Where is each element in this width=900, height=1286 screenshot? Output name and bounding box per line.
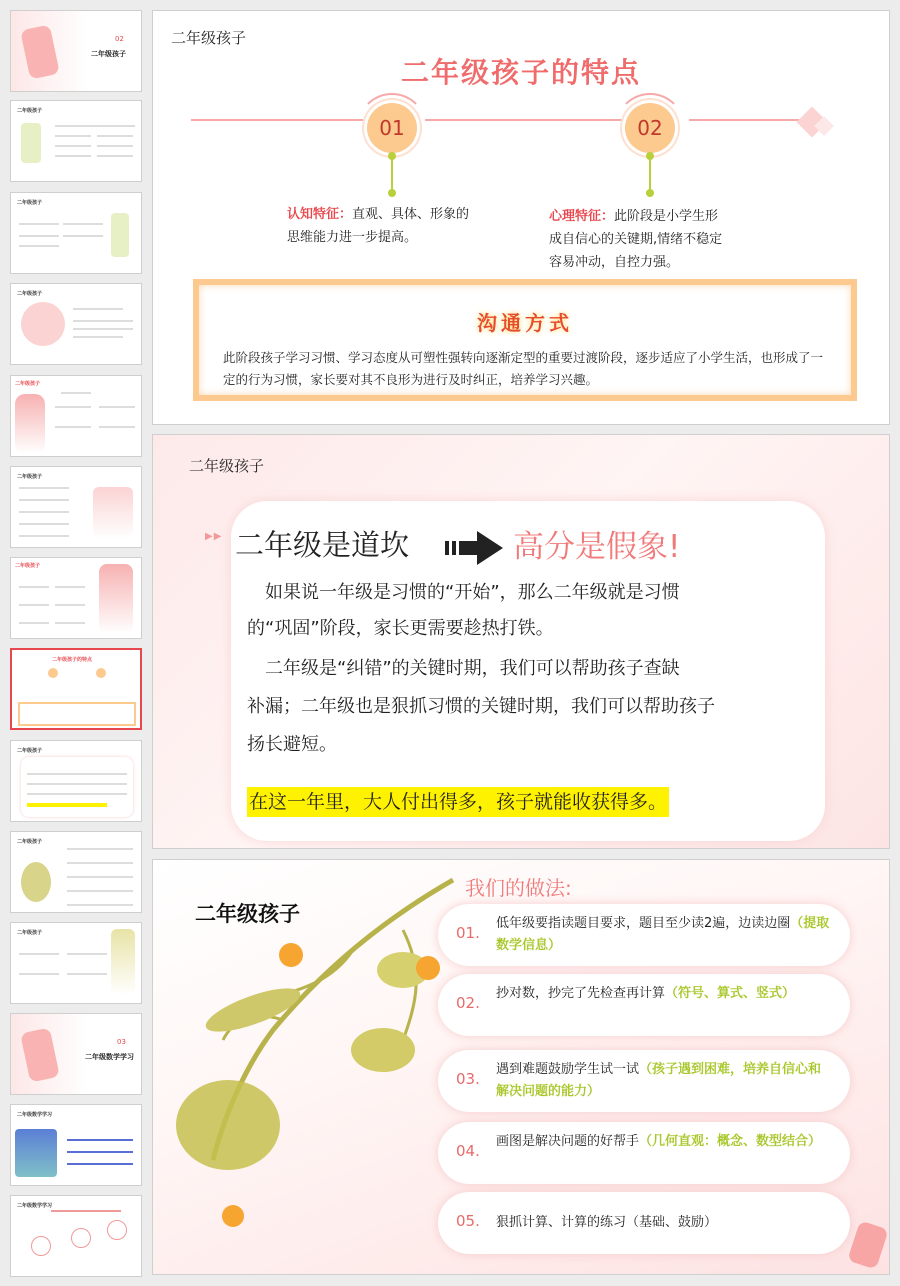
image-icon [15,1129,57,1177]
psychological-feature-text-3: 容易冲动，自控力强。 [549,255,680,270]
paragraph-line: 扬长避短。 [247,734,337,755]
method-number: 02. [456,994,480,1012]
thumb-section-number: 02 [115,35,124,43]
thumb-title: 二年级数学学习 [17,1112,53,1118]
thumbnail-slide-2[interactable] [10,100,142,182]
method-item [438,1122,850,1184]
cognitive-feature [287,203,497,249]
highlighted-summary: 在这一年里，大人付出得多，孩子就能收获得多。 [247,787,669,817]
communication-box [193,279,857,401]
paragraph-line: 补漏；二年级也是狠抓习惯的关键时期，我们可以帮助孩子 [247,696,715,717]
thumbnail-slide-13[interactable] [10,1104,142,1186]
heading-left: 二年级是道坎 [235,528,410,562]
method-text: 画图是解决问题的好帮手（几何直观：概念、数型结合） [496,1134,822,1149]
psychological-feature-text-2: 成自信心的关键期,情绪不稳定 [549,232,723,247]
divider-line [425,119,627,121]
thumb-title: 二年级孩子 [17,474,43,480]
slide-title: 二年级孩子 [195,902,300,926]
psychological-feature-text: 此阶段是小学生形 [614,209,719,224]
slide-characteristics [152,10,890,425]
thumbnail-slide-6[interactable] [10,466,142,548]
cognitive-feature-text: 直观、具体、形象的 [352,207,470,222]
thumbnail-slide-4[interactable] [10,283,142,365]
thumbnail-slide-1[interactable] [10,10,142,92]
flower-circle-icon [21,302,65,346]
cognitive-feature-label: 认知特征： [287,207,353,222]
method-number: 05. [456,1212,480,1230]
right-arrow-icon [445,531,503,565]
connector-dot [646,189,654,197]
thumbnail-slide-8-current[interactable] [10,648,142,730]
method-text: 狠抓计算、计算的练习（基础、鼓励） [496,1215,718,1230]
slide-grade-two-hurdle [152,434,890,849]
slide-our-methods [152,859,890,1275]
psychological-feature-label: 心理特征： [549,209,615,224]
method-text: 遇到难题鼓励学生试一试（孩子遇到困难，培养自信心和解决问题的能力） [496,1062,822,1099]
thumbnail-slide-10[interactable] [10,831,142,913]
paragraph-line: 二年级是“纠错”的关键时期，我们可以帮助孩子查缺 [247,658,680,679]
thumb-title: 二年级孩子 [15,381,41,387]
thumb-title: 二年级数学学习 [85,1053,134,1061]
slide-corner-title: 二年级孩子 [171,29,247,47]
heading-right: 高分是假象! [513,529,681,565]
connector-dot [388,152,396,160]
thumb-title: 二年级孩子 [91,50,126,58]
divider-line [689,119,799,121]
slide-thumbnail-panel [0,0,150,1286]
method-item [438,904,850,966]
thumbnail-slide-11[interactable] [10,922,142,1004]
method-text: 抄对数，抄完了先检查再计算（符号、算式、竖式） [496,986,796,1001]
thumbnail-slide-3[interactable] [10,192,142,274]
connector-dot [388,189,396,197]
thumbnail-slide-7[interactable] [10,557,142,639]
circle-01-icon [48,668,58,678]
leaf-icon [111,929,135,995]
leaf-icon [21,862,51,902]
communication-text: 此阶段孩子学习习惯、学习态度从可塑性强转向逐渐定型的重要过渡阶段，逐步适应了小学生活，也形成了一定的行为习惯，家长要对其不良形为进行及时纠正，培养学习兴趣。 [223,350,824,387]
thumb-title: 二年级孩子 [17,200,43,206]
slide-corner-title: 二年级孩子 [189,457,265,475]
communication-title: 沟通方式 [477,311,573,335]
thumb-title: 二年级孩子 [17,108,43,114]
method-item [438,974,850,1036]
method-item [438,1050,850,1112]
thumbnail-slide-14[interactable] [10,1195,142,1277]
method-number: 03. [456,1070,480,1088]
thumbnail-slide-5[interactable] [10,375,142,457]
thumb-title: 二年级孩子的特点 [52,657,93,663]
number-circle-02: 02 [625,103,675,153]
divider-line [191,119,363,121]
psychological-feature [549,205,759,274]
paragraph-line: 如果说一年级是习惯的“开始”，那么二年级就是习惯 [247,582,680,603]
thumb-section-number: 03 [117,1038,126,1046]
flower-icon [15,394,45,454]
thumbnail-slide-9[interactable] [10,740,142,822]
method-number: 01. [456,924,480,942]
number-circle-01: 01 [367,103,417,153]
connector-line [391,156,393,192]
triangle-decoration-icon: ▶▶ [205,531,223,542]
thumb-title: 二年级孩子 [17,291,43,297]
thumb-title: 二年级孩子 [15,563,41,569]
method-text: 低年级要指读题目要求，题目至少读2遍，边读边圈（提取数学信息） [496,916,830,953]
method-item [438,1192,850,1254]
connector-line [649,156,651,192]
connector-dot [646,152,654,160]
slide-main-title: 二年级孩子的特点 [400,56,641,89]
thumb-title: 二年级数学学习 [17,1203,53,1209]
thumb-title: 二年级孩子 [17,748,43,754]
thumb-title: 二年级孩子 [17,930,43,936]
vase-icon [21,123,41,163]
method-number: 04. [456,1142,480,1160]
thumb-box [18,702,136,726]
cognitive-feature-text-2: 思维能力进一步提高。 [287,230,418,245]
thumbnail-slide-12[interactable] [10,1013,142,1095]
flower-icon [93,487,133,539]
thumb-title: 二年级孩子 [17,839,43,845]
vase-icon [111,213,129,257]
flower-icon [99,564,133,634]
paragraph-line: 的“巩固”阶段，家长更需要趁热打铁。 [247,618,554,639]
methods-heading: 我们的做法: [465,876,572,900]
circle-02-icon [96,668,106,678]
